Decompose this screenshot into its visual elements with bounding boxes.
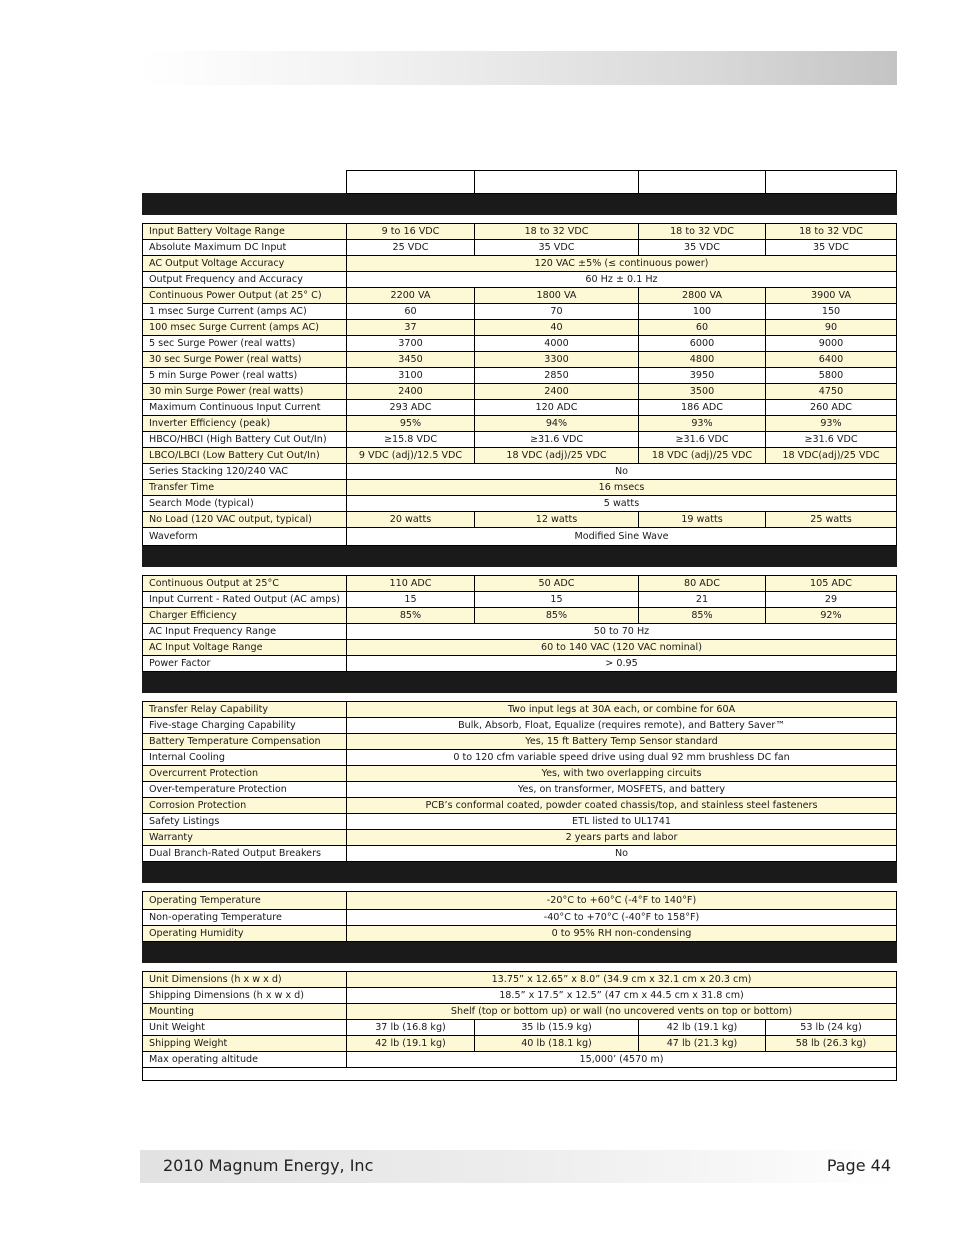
row-label: AC Input Frequency Range — [143, 624, 347, 640]
row-label: Warranty — [143, 830, 347, 846]
row-label: Transfer Time — [143, 480, 347, 496]
header-blank-cell — [143, 171, 347, 194]
table-row — [143, 766, 897, 782]
value-cell: Yes, on transformer, MOSFETS, and battery — [347, 782, 897, 798]
value-cell: 29 — [766, 592, 897, 608]
value-cell: 3450 — [347, 352, 475, 368]
row-label: Five-stage Charging Capability — [143, 718, 347, 734]
row-label: LBCO/LBCI (Low Battery Cut Out/In) — [143, 448, 347, 464]
row-label: Internal Cooling — [143, 750, 347, 766]
table-row — [143, 782, 897, 798]
value-cell: 6000 — [639, 336, 766, 352]
row-label: Battery Temperature Compensation — [143, 734, 347, 750]
table-row — [143, 336, 897, 352]
value-cell: 186 ADC — [639, 400, 766, 416]
table-row — [143, 304, 897, 320]
value-cell: 47 lb (21.3 kg) — [639, 1036, 766, 1052]
row-label: Charger Efficiency — [143, 608, 347, 624]
table-row — [143, 892, 897, 910]
row-label: Waveform — [143, 528, 347, 546]
row-label: Unit Dimensions (h x w x d) — [143, 972, 347, 988]
table-row — [143, 798, 897, 814]
value-cell: 95% — [347, 416, 475, 432]
value-cell: 25 VDC — [347, 240, 475, 256]
model-header-cell — [766, 171, 897, 194]
value-cell: 50 to 70 Hz — [347, 624, 897, 640]
table-row — [143, 480, 897, 496]
value-cell: 21 — [639, 592, 766, 608]
table-row — [143, 1004, 897, 1020]
row-label: Dual Branch-Rated Output Breakers — [143, 846, 347, 862]
table-row — [143, 702, 897, 718]
value-cell: 60 Hz ± 0.1 Hz — [347, 272, 897, 288]
row-label: HBCO/HBCI (High Battery Cut Out/In) — [143, 432, 347, 448]
model-header-row — [143, 171, 897, 194]
table-row — [143, 592, 897, 608]
value-cell: 3100 — [347, 368, 475, 384]
row-label: Max operating altitude — [143, 1052, 347, 1068]
value-cell: 5800 — [766, 368, 897, 384]
value-cell: 70 — [475, 304, 639, 320]
value-cell: 2850 — [475, 368, 639, 384]
value-cell: 18 to 32 VDC — [475, 224, 639, 240]
page-number: Page 44 — [826, 1156, 891, 1175]
value-cell: ETL listed to UL1741 — [347, 814, 897, 830]
value-cell: 92% — [766, 608, 897, 624]
section-gap — [143, 693, 897, 702]
table-row — [143, 814, 897, 830]
value-cell: -40°C to +70°C (-40°F to 158°F) — [347, 910, 897, 926]
row-label: Shipping Weight — [143, 1036, 347, 1052]
value-cell: 120 VAC ±5% (≤ continuous power) — [347, 256, 897, 272]
row-label: Shipping Dimensions (h x w x d) — [143, 988, 347, 1004]
value-cell: Modified Sine Wave — [347, 528, 897, 546]
value-cell: ≥15.8 VDC — [347, 432, 475, 448]
footer-band — [140, 1150, 897, 1183]
table-row — [143, 1052, 897, 1068]
row-label: 100 msec Surge Current (amps AC) — [143, 320, 347, 336]
table-row — [143, 750, 897, 766]
value-cell: 58 lb (26.3 kg) — [766, 1036, 897, 1052]
section-gap — [143, 215, 897, 224]
model-header-cell — [639, 171, 766, 194]
table-row — [143, 528, 897, 546]
table-row — [143, 988, 897, 1004]
row-label: Overcurrent Protection — [143, 766, 347, 782]
row-label: Continuous Output at 25°C — [143, 576, 347, 592]
value-cell: 19 watts — [639, 512, 766, 528]
value-cell: 80 ADC — [639, 576, 766, 592]
value-cell: 60 to 140 VAC (120 VAC nominal) — [347, 640, 897, 656]
value-cell: 15,000’ (4570 m) — [347, 1052, 897, 1068]
value-cell: 37 — [347, 320, 475, 336]
table-row — [143, 352, 897, 368]
value-cell: 1800 VA — [475, 288, 639, 304]
value-cell: 3900 VA — [766, 288, 897, 304]
value-cell: 35 VDC — [475, 240, 639, 256]
value-cell: 18 VDC (adj)/25 VDC — [639, 448, 766, 464]
value-cell: 42 lb (19.1 kg) — [347, 1036, 475, 1052]
row-label: No Load (120 VAC output, typical) — [143, 512, 347, 528]
table-row — [143, 1020, 897, 1036]
row-label: Mounting — [143, 1004, 347, 1020]
value-cell: 4750 — [766, 384, 897, 400]
table-row — [143, 320, 897, 336]
table-row — [143, 256, 897, 272]
table-row — [143, 288, 897, 304]
value-cell: 85% — [475, 608, 639, 624]
value-cell: No — [347, 846, 897, 862]
row-label: Absolute Maximum DC Input — [143, 240, 347, 256]
value-cell: 90 — [766, 320, 897, 336]
value-cell: ≥31.6 VDC — [639, 432, 766, 448]
section-header-bar — [143, 672, 897, 693]
row-label: Operating Humidity — [143, 926, 347, 942]
row-label: Series Stacking 120/240 VAC — [143, 464, 347, 480]
value-cell: 37 lb (16.8 kg) — [347, 1020, 475, 1036]
value-cell: 18 to 32 VDC — [766, 224, 897, 240]
row-label: Over-temperature Protection — [143, 782, 347, 798]
row-label: Input Battery Voltage Range — [143, 224, 347, 240]
table-row — [143, 432, 897, 448]
row-label: Search Mode (typical) — [143, 496, 347, 512]
row-label: Safety Listings — [143, 814, 347, 830]
row-label: Unit Weight — [143, 1020, 347, 1036]
value-cell: 4800 — [639, 352, 766, 368]
table-row — [143, 910, 897, 926]
value-cell: 85% — [347, 608, 475, 624]
row-label: 1 msec Surge Current (amps AC) — [143, 304, 347, 320]
value-cell: 3700 — [347, 336, 475, 352]
value-cell: 40 lb (18.1 kg) — [475, 1036, 639, 1052]
value-cell: 18 VDC (adj)/25 VDC — [475, 448, 639, 464]
value-cell: ≥31.6 VDC — [475, 432, 639, 448]
value-cell: 2800 VA — [639, 288, 766, 304]
table-row — [143, 384, 897, 400]
value-cell: 93% — [639, 416, 766, 432]
model-header-cell — [475, 171, 639, 194]
value-cell: Bulk, Absorb, Float, Equalize (requires remote), and Battery Saver™ — [347, 718, 897, 734]
value-cell: 53 lb (24 kg) — [766, 1020, 897, 1036]
row-label: Power Factor — [143, 656, 347, 672]
value-cell: 2400 — [475, 384, 639, 400]
table-row — [143, 972, 897, 988]
value-cell: 120 ADC — [475, 400, 639, 416]
table-row — [143, 624, 897, 640]
section-gap — [143, 963, 897, 972]
value-cell: 9 to 16 VDC — [347, 224, 475, 240]
value-cell: 2 years parts and labor — [347, 830, 897, 846]
value-cell: 293 ADC — [347, 400, 475, 416]
section-gap — [143, 883, 897, 892]
value-cell: 12 watts — [475, 512, 639, 528]
table-end-row — [143, 1068, 897, 1081]
table-row — [143, 448, 897, 464]
section-header-bar — [143, 546, 897, 567]
value-cell: 94% — [475, 416, 639, 432]
table-row — [143, 846, 897, 862]
table-row — [143, 512, 897, 528]
value-cell: 260 ADC — [766, 400, 897, 416]
value-cell: 4000 — [475, 336, 639, 352]
value-cell: 42 lb (19.1 kg) — [639, 1020, 766, 1036]
value-cell: Yes, with two overlapping circuits — [347, 766, 897, 782]
table-row — [143, 400, 897, 416]
value-cell: 60 — [347, 304, 475, 320]
value-cell: PCB’s conformal coated, powder coated chassis/top, and stainless steel fasteners — [347, 798, 897, 814]
row-label: Inverter Efficiency (peak) — [143, 416, 347, 432]
table-row — [143, 368, 897, 384]
value-cell: > 0.95 — [347, 656, 897, 672]
row-label: AC Input Voltage Range — [143, 640, 347, 656]
value-cell: 15 — [475, 592, 639, 608]
value-cell: 13.75” x 12.65” x 8.0” (34.9 cm x 32.1 cm x 20.3 cm) — [347, 972, 897, 988]
row-label: Operating Temperature — [143, 892, 347, 910]
table-row — [143, 576, 897, 592]
row-label: Corrosion Protection — [143, 798, 347, 814]
table-row — [143, 464, 897, 480]
value-cell: 60 — [639, 320, 766, 336]
row-label: Input Current - Rated Output (AC amps) — [143, 592, 347, 608]
value-cell: 110 ADC — [347, 576, 475, 592]
table-row — [143, 224, 897, 240]
table-row — [143, 656, 897, 672]
section-header-bar — [143, 194, 897, 215]
value-cell: 9 VDC (adj)/12.5 VDC — [347, 448, 475, 464]
section-header-bar — [143, 942, 897, 963]
value-cell: 25 watts — [766, 512, 897, 528]
value-cell: 105 ADC — [766, 576, 897, 592]
value-cell: 100 — [639, 304, 766, 320]
row-label: AC Output Voltage Accuracy — [143, 256, 347, 272]
value-cell: 20 watts — [347, 512, 475, 528]
value-cell: Yes, 15 ft Battery Temp Sensor standard — [347, 734, 897, 750]
value-cell: 85% — [639, 608, 766, 624]
value-cell: -20°C to +60°C (-4°F to 140°F) — [347, 892, 897, 910]
row-label: 5 sec Surge Power (real watts) — [143, 336, 347, 352]
section-header-bar — [143, 862, 897, 883]
table-row — [143, 496, 897, 512]
value-cell: 150 — [766, 304, 897, 320]
value-cell: 16 msecs — [347, 480, 897, 496]
value-cell: Shelf (top or bottom up) or wall (no uncovered vents on top or bottom) — [347, 1004, 897, 1020]
value-cell: 5 watts — [347, 496, 897, 512]
value-cell: 18 VDC(adj)/25 VDC — [766, 448, 897, 464]
value-cell: 2200 VA — [347, 288, 475, 304]
row-label: Continuous Power Output (at 25° C) — [143, 288, 347, 304]
specifications-table — [142, 170, 897, 1081]
table-row — [143, 734, 897, 750]
value-cell: 35 VDC — [766, 240, 897, 256]
table-row — [143, 926, 897, 942]
footer-company: 2010 Magnum Energy, Inc — [163, 1156, 374, 1175]
value-cell: 18 to 32 VDC — [639, 224, 766, 240]
row-label: Non-operating Temperature — [143, 910, 347, 926]
value-cell: No — [347, 464, 897, 480]
table-row — [143, 640, 897, 656]
table-row — [143, 416, 897, 432]
row-label: Transfer Relay Capability — [143, 702, 347, 718]
value-cell: 35 lb (15.9 kg) — [475, 1020, 639, 1036]
table-row — [143, 1036, 897, 1052]
value-cell: 3950 — [639, 368, 766, 384]
value-cell: Two input legs at 30A each, or combine for 60A — [347, 702, 897, 718]
value-cell: 6400 — [766, 352, 897, 368]
row-label: 5 min Surge Power (real watts) — [143, 368, 347, 384]
value-cell: 2400 — [347, 384, 475, 400]
table-row — [143, 718, 897, 734]
model-header-cell — [347, 171, 475, 194]
value-cell: 9000 — [766, 336, 897, 352]
value-cell: 93% — [766, 416, 897, 432]
row-label: Maximum Continuous Input Current — [143, 400, 347, 416]
row-label: Output Frequency and Accuracy — [143, 272, 347, 288]
table-row — [143, 608, 897, 624]
section-gap — [143, 567, 897, 576]
table-row — [143, 830, 897, 846]
value-cell: 18.5” x 17.5” x 12.5” (47 cm x 44.5 cm x 31.8 cm) — [347, 988, 897, 1004]
value-cell: 0 to 120 cfm variable speed drive using dual 92 mm brushless DC fan — [347, 750, 897, 766]
value-cell: 3500 — [639, 384, 766, 400]
value-cell: 40 — [475, 320, 639, 336]
value-cell: 50 ADC — [475, 576, 639, 592]
value-cell: 15 — [347, 592, 475, 608]
value-cell: 3300 — [475, 352, 639, 368]
table-row — [143, 272, 897, 288]
row-label: 30 min Surge Power (real watts) — [143, 384, 347, 400]
value-cell: 0 to 95% RH non-condensing — [347, 926, 897, 942]
header-band — [140, 51, 897, 85]
table-row — [143, 240, 897, 256]
row-label: 30 sec Surge Power (real watts) — [143, 352, 347, 368]
value-cell: ≥31.6 VDC — [766, 432, 897, 448]
value-cell: 35 VDC — [639, 240, 766, 256]
